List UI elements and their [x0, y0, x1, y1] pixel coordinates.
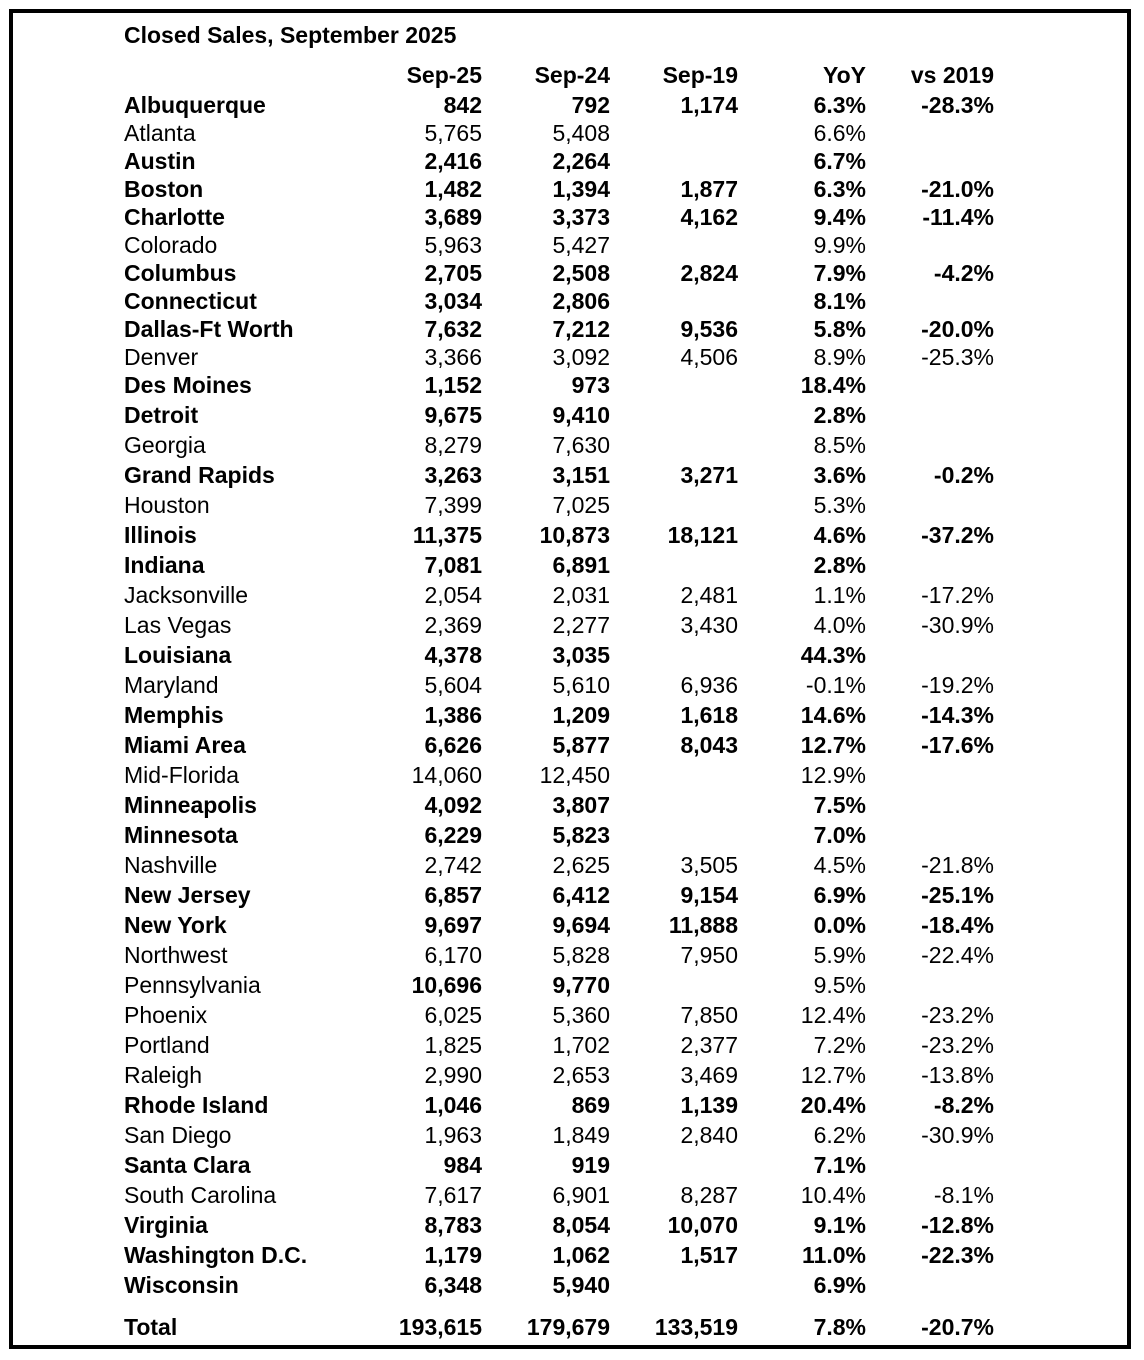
- cell-sep24: 6,891: [552, 552, 610, 578]
- table-row: [0, 370, 1144, 400]
- table-title: Closed Sales, September 2025: [124, 22, 457, 48]
- table-row: [0, 1090, 1144, 1120]
- cell-sep19: 3,469: [680, 1062, 738, 1088]
- cell-yoy: 2.8%: [813, 402, 866, 428]
- cell-sep24: 5,427: [552, 232, 610, 258]
- cell-sep19: 1,618: [680, 702, 738, 728]
- table-row: [0, 700, 1144, 730]
- table-row: [0, 1120, 1144, 1150]
- cell-sep24: 3,151: [552, 462, 610, 488]
- cell-sep25: 8,783: [424, 1212, 482, 1238]
- cell-yoy: 5.8%: [813, 316, 866, 342]
- cell-vs2019: -12.8%: [921, 1212, 994, 1238]
- column-header-vs2019: vs 2019: [910, 62, 994, 88]
- total-sep25: 193,615: [398, 1314, 482, 1340]
- cell-region: Atlanta: [124, 120, 196, 146]
- cell-sep25: 9,675: [424, 402, 482, 428]
- cell-sep24: 7,212: [552, 316, 610, 342]
- cell-yoy: 12.7%: [800, 1062, 866, 1088]
- column-header-sep19: Sep-19: [662, 62, 738, 88]
- cell-sep24: 792: [571, 92, 610, 118]
- column-header-sep25: Sep-25: [406, 62, 482, 88]
- cell-sep19: 1,877: [680, 176, 738, 202]
- cell-yoy: 12.7%: [800, 732, 866, 758]
- table-row: [0, 970, 1144, 1000]
- cell-region: Pennsylvania: [124, 972, 261, 998]
- table-row: [0, 400, 1144, 430]
- cell-sep19: 4,506: [680, 344, 738, 370]
- cell-vs2019: -23.2%: [921, 1002, 994, 1028]
- table-row: [0, 670, 1144, 700]
- cell-region: Memphis: [124, 702, 224, 728]
- cell-region: Dallas-Ft Worth: [124, 316, 294, 342]
- cell-sep25: 3,366: [424, 344, 482, 370]
- cell-vs2019: -21.8%: [921, 852, 994, 878]
- cell-yoy: 9.9%: [813, 232, 866, 258]
- cell-yoy: 6.3%: [813, 176, 866, 202]
- cell-region: Minnesota: [124, 822, 238, 848]
- cell-sep24: 869: [571, 1092, 610, 1118]
- table-row: [0, 342, 1144, 372]
- cell-yoy: 9.4%: [813, 204, 866, 230]
- cell-region: Maryland: [124, 672, 219, 698]
- table-row: [0, 910, 1144, 940]
- cell-sep25: 10,696: [411, 972, 482, 998]
- table-row: [0, 640, 1144, 670]
- cell-sep24: 9,770: [552, 972, 610, 998]
- cell-sep25: 3,263: [424, 462, 482, 488]
- cell-sep19: 2,481: [680, 582, 738, 608]
- cell-region: Santa Clara: [124, 1152, 251, 1178]
- cell-sep24: 2,625: [552, 852, 610, 878]
- cell-region: Des Moines: [124, 372, 252, 398]
- cell-vs2019: -8.2%: [933, 1092, 994, 1118]
- cell-yoy: 14.6%: [800, 702, 866, 728]
- table-row: [0, 1000, 1144, 1030]
- cell-sep19: 8,043: [680, 732, 738, 758]
- cell-yoy: 4.5%: [813, 852, 866, 878]
- cell-sep25: 2,369: [424, 612, 482, 638]
- cell-sep25: 842: [443, 92, 482, 118]
- cell-sep24: 3,092: [552, 344, 610, 370]
- cell-sep25: 5,604: [424, 672, 482, 698]
- cell-yoy: 9.1%: [813, 1212, 866, 1238]
- cell-region: Grand Rapids: [124, 462, 275, 488]
- cell-sep24: 5,823: [552, 822, 610, 848]
- cell-region: Louisiana: [124, 642, 232, 668]
- cell-sep25: 7,081: [424, 552, 482, 578]
- cell-sep19: 1,517: [680, 1242, 738, 1268]
- cell-sep25: 6,348: [424, 1272, 482, 1298]
- cell-yoy: 7.9%: [813, 260, 866, 286]
- cell-yoy: 6.9%: [813, 882, 866, 908]
- cell-yoy: 6.7%: [813, 148, 866, 174]
- table-row: [0, 314, 1144, 344]
- table-row: [0, 490, 1144, 520]
- total-vs2019: -20.7%: [921, 1314, 994, 1340]
- cell-sep19: 3,505: [680, 852, 738, 878]
- cell-sep24: 3,373: [552, 204, 610, 230]
- cell-sep25: 2,416: [424, 148, 482, 174]
- cell-sep24: 1,849: [552, 1122, 610, 1148]
- cell-sep24: 919: [571, 1152, 610, 1178]
- table-row: [0, 1240, 1144, 1270]
- cell-sep25: 6,626: [424, 732, 482, 758]
- cell-sep24: 6,412: [552, 882, 610, 908]
- cell-vs2019: -17.2%: [921, 582, 994, 608]
- cell-sep25: 1,179: [424, 1242, 482, 1268]
- cell-region: Virginia: [124, 1212, 208, 1238]
- total-yoy: 7.8%: [813, 1314, 866, 1340]
- cell-vs2019: -28.3%: [921, 92, 994, 118]
- table-row: [0, 90, 1144, 120]
- cell-vs2019: -19.2%: [921, 672, 994, 698]
- cell-sep25: 4,378: [424, 642, 482, 668]
- cell-yoy: 6.6%: [813, 120, 866, 146]
- cell-sep19: 3,271: [680, 462, 738, 488]
- cell-sep19: 6,936: [680, 672, 738, 698]
- cell-yoy: 8.5%: [813, 432, 866, 458]
- cell-region: Portland: [124, 1032, 210, 1058]
- cell-region: Georgia: [124, 432, 206, 458]
- table-row: [0, 850, 1144, 880]
- cell-sep25: 1,046: [424, 1092, 482, 1118]
- cell-yoy: 4.6%: [813, 522, 866, 548]
- cell-vs2019: -30.9%: [921, 612, 994, 638]
- cell-sep19: 2,840: [680, 1122, 738, 1148]
- cell-yoy: 7.2%: [813, 1032, 866, 1058]
- cell-region: Charlotte: [124, 204, 225, 230]
- cell-sep25: 1,386: [424, 702, 482, 728]
- cell-sep19: 3,430: [680, 612, 738, 638]
- table-row: [0, 430, 1144, 460]
- table-row: [0, 174, 1144, 204]
- cell-sep19: 1,174: [680, 92, 738, 118]
- cell-sep25: 8,279: [424, 432, 482, 458]
- cell-region: South Carolina: [124, 1182, 277, 1208]
- cell-yoy: 20.4%: [800, 1092, 866, 1118]
- cell-yoy: 8.1%: [813, 288, 866, 314]
- cell-sep25: 14,060: [411, 762, 482, 788]
- cell-sep25: 7,632: [424, 316, 482, 342]
- cell-region: Albuquerque: [124, 92, 266, 118]
- cell-vs2019: -17.6%: [921, 732, 994, 758]
- cell-sep24: 2,806: [552, 288, 610, 314]
- cell-yoy: 4.0%: [813, 612, 866, 638]
- cell-region: Raleigh: [124, 1062, 202, 1088]
- table-row: [0, 286, 1144, 316]
- cell-sep19: 2,377: [680, 1032, 738, 1058]
- cell-sep25: 2,990: [424, 1062, 482, 1088]
- cell-vs2019: -0.2%: [933, 462, 994, 488]
- cell-vs2019: -18.4%: [921, 912, 994, 938]
- cell-yoy: 2.8%: [813, 552, 866, 578]
- cell-sep25: 7,399: [424, 492, 482, 518]
- cell-yoy: 5.9%: [813, 942, 866, 968]
- total-row: [0, 1312, 1144, 1342]
- cell-yoy: 1.1%: [813, 582, 866, 608]
- table-row: [0, 1060, 1144, 1090]
- cell-region: Rhode Island: [124, 1092, 269, 1118]
- cell-vs2019: -4.2%: [933, 260, 994, 286]
- cell-yoy: 6.3%: [813, 92, 866, 118]
- cell-vs2019: -22.4%: [921, 942, 994, 968]
- cell-sep24: 3,807: [552, 792, 610, 818]
- cell-sep25: 3,689: [424, 204, 482, 230]
- cell-sep19: 18,121: [667, 522, 738, 548]
- cell-region: Northwest: [124, 942, 228, 968]
- cell-region: Wisconsin: [124, 1272, 239, 1298]
- cell-vs2019: -30.9%: [921, 1122, 994, 1148]
- cell-sep24: 973: [571, 372, 610, 398]
- table-row: [0, 1180, 1144, 1210]
- cell-sep19: 8,287: [680, 1182, 738, 1208]
- cell-sep24: 2,653: [552, 1062, 610, 1088]
- table-row: [0, 146, 1144, 176]
- cell-sep24: 9,694: [552, 912, 610, 938]
- cell-sep25: 1,482: [424, 176, 482, 202]
- cell-yoy: 12.4%: [800, 1002, 866, 1028]
- cell-sep25: 6,229: [424, 822, 482, 848]
- table-row: [0, 760, 1144, 790]
- cell-vs2019: -13.8%: [921, 1062, 994, 1088]
- cell-sep25: 4,092: [424, 792, 482, 818]
- cell-region: Mid-Florida: [124, 762, 240, 788]
- cell-sep24: 7,025: [552, 492, 610, 518]
- table-row: [0, 1150, 1144, 1180]
- cell-sep25: 5,765: [424, 120, 482, 146]
- cell-sep24: 9,410: [552, 402, 610, 428]
- cell-region: Boston: [124, 176, 204, 202]
- cell-sep24: 12,450: [539, 762, 610, 788]
- cell-sep24: 1,702: [552, 1032, 610, 1058]
- table-row: [0, 1270, 1144, 1300]
- cell-sep24: 1,209: [552, 702, 610, 728]
- cell-sep24: 5,610: [552, 672, 610, 698]
- cell-sep25: 1,963: [424, 1122, 482, 1148]
- cell-sep25: 5,963: [424, 232, 482, 258]
- table-row: [0, 258, 1144, 288]
- table-row: [0, 460, 1144, 490]
- table-row: [0, 1210, 1144, 1240]
- cell-vs2019: -14.3%: [921, 702, 994, 728]
- cell-region: Connecticut: [124, 288, 257, 314]
- cell-yoy: 7.5%: [813, 792, 866, 818]
- cell-sep19: 7,950: [680, 942, 738, 968]
- column-header-yoy: YoY: [822, 62, 866, 88]
- total-sep24: 179,679: [526, 1314, 610, 1340]
- table-row: [0, 520, 1144, 550]
- cell-region: Colorado: [124, 232, 218, 258]
- cell-sep25: 1,152: [424, 372, 482, 398]
- cell-region: Miami Area: [124, 732, 246, 758]
- cell-region: New Jersey: [124, 882, 251, 908]
- cell-region: Columbus: [124, 260, 237, 286]
- cell-yoy: 11.0%: [802, 1242, 866, 1268]
- cell-region: Las Vegas: [124, 612, 232, 638]
- cell-sep25: 11,375: [412, 522, 482, 548]
- cell-yoy: 9.5%: [813, 972, 866, 998]
- cell-region: Illinois: [124, 522, 197, 548]
- cell-region: Houston: [124, 492, 210, 518]
- cell-sep24: 6,901: [552, 1182, 610, 1208]
- cell-sep24: 7,630: [552, 432, 610, 458]
- cell-vs2019: -22.3%: [921, 1242, 994, 1268]
- cell-region: Austin: [124, 148, 196, 174]
- cell-sep19: 9,536: [680, 316, 738, 342]
- cell-yoy: -0.1%: [805, 672, 866, 698]
- cell-yoy: 8.9%: [813, 344, 866, 370]
- cell-sep24: 1,062: [552, 1242, 610, 1268]
- cell-sep25: 1,825: [424, 1032, 482, 1058]
- cell-vs2019: -23.2%: [921, 1032, 994, 1058]
- cell-sep25: 2,742: [424, 852, 482, 878]
- total-sep19: 133,519: [654, 1314, 738, 1340]
- cell-sep25: 984: [443, 1152, 482, 1178]
- cell-sep25: 6,025: [424, 1002, 482, 1028]
- cell-region: Jacksonville: [124, 582, 248, 608]
- table-row: [0, 118, 1144, 148]
- cell-sep24: 5,408: [552, 120, 610, 146]
- cell-region: Denver: [124, 344, 199, 370]
- cell-yoy: 12.9%: [800, 762, 866, 788]
- cell-sep19: 10,070: [667, 1212, 738, 1238]
- cell-region: Washington D.C.: [124, 1242, 308, 1268]
- cell-yoy: 6.2%: [813, 1122, 866, 1148]
- table-row: [0, 790, 1144, 820]
- cell-sep25: 2,054: [424, 582, 482, 608]
- cell-vs2019: -8.1%: [933, 1182, 994, 1208]
- table-row: [0, 940, 1144, 970]
- cell-region: San Diego: [124, 1122, 232, 1148]
- cell-yoy: 5.3%: [813, 492, 866, 518]
- cell-sep19: 2,824: [680, 260, 738, 286]
- cell-sep25: 6,857: [424, 882, 482, 908]
- cell-sep25: 3,034: [424, 288, 482, 314]
- cell-yoy: 18.4%: [800, 372, 866, 398]
- cell-sep24: 2,277: [552, 612, 610, 638]
- cell-vs2019: -25.1%: [921, 882, 994, 908]
- cell-sep19: 4,162: [680, 204, 738, 230]
- table-row: [0, 230, 1144, 260]
- cell-sep25: 7,617: [424, 1182, 482, 1208]
- cell-sep19: 11,888: [668, 912, 738, 938]
- table-row: [0, 580, 1144, 610]
- cell-vs2019: -20.0%: [921, 316, 994, 342]
- cell-sep24: 2,264: [552, 148, 610, 174]
- cell-yoy: 6.9%: [813, 1272, 866, 1298]
- cell-region: Nashville: [124, 852, 218, 878]
- table-row: [0, 550, 1144, 580]
- table-row: [0, 1030, 1144, 1060]
- cell-yoy: 7.0%: [813, 822, 866, 848]
- cell-vs2019: -25.3%: [921, 344, 994, 370]
- cell-sep24: 2,508: [552, 260, 610, 286]
- cell-yoy: 10.4%: [800, 1182, 866, 1208]
- cell-sep24: 2,031: [552, 582, 610, 608]
- table-row: [0, 202, 1144, 232]
- cell-sep24: 5,940: [552, 1272, 610, 1298]
- cell-sep25: 6,170: [424, 942, 482, 968]
- cell-sep24: 8,054: [552, 1212, 610, 1238]
- table-row: [0, 610, 1144, 640]
- table-row: [0, 820, 1144, 850]
- cell-vs2019: -11.4%: [922, 204, 994, 230]
- cell-yoy: 3.6%: [813, 462, 866, 488]
- cell-sep19: 1,139: [680, 1092, 738, 1118]
- table-row: [0, 730, 1144, 760]
- cell-sep24: 5,877: [552, 732, 610, 758]
- cell-yoy: 7.1%: [813, 1152, 866, 1178]
- cell-vs2019: -21.0%: [921, 176, 994, 202]
- cell-region: Phoenix: [124, 1002, 208, 1028]
- cell-yoy: 44.3%: [800, 642, 866, 668]
- cell-sep19: 9,154: [680, 882, 738, 908]
- cell-region: Indiana: [124, 552, 205, 578]
- cell-sep25: 9,697: [424, 912, 482, 938]
- cell-region: New York: [124, 912, 227, 938]
- cell-sep19: 7,850: [680, 1002, 738, 1028]
- cell-yoy: 0.0%: [813, 912, 866, 938]
- cell-sep25: 2,705: [424, 260, 482, 286]
- cell-region: Minneapolis: [124, 792, 257, 818]
- cell-sep24: 5,828: [552, 942, 610, 968]
- cell-sep24: 1,394: [552, 176, 610, 202]
- total-label: Total: [124, 1314, 178, 1340]
- column-header-sep24: Sep-24: [534, 62, 610, 88]
- cell-region: Detroit: [124, 402, 199, 428]
- cell-sep24: 3,035: [552, 642, 610, 668]
- cell-sep24: 5,360: [552, 1002, 610, 1028]
- column-header-row: [0, 62, 1144, 92]
- cell-vs2019: -37.2%: [921, 522, 994, 548]
- cell-sep24: 10,873: [539, 522, 610, 548]
- table-row: [0, 880, 1144, 910]
